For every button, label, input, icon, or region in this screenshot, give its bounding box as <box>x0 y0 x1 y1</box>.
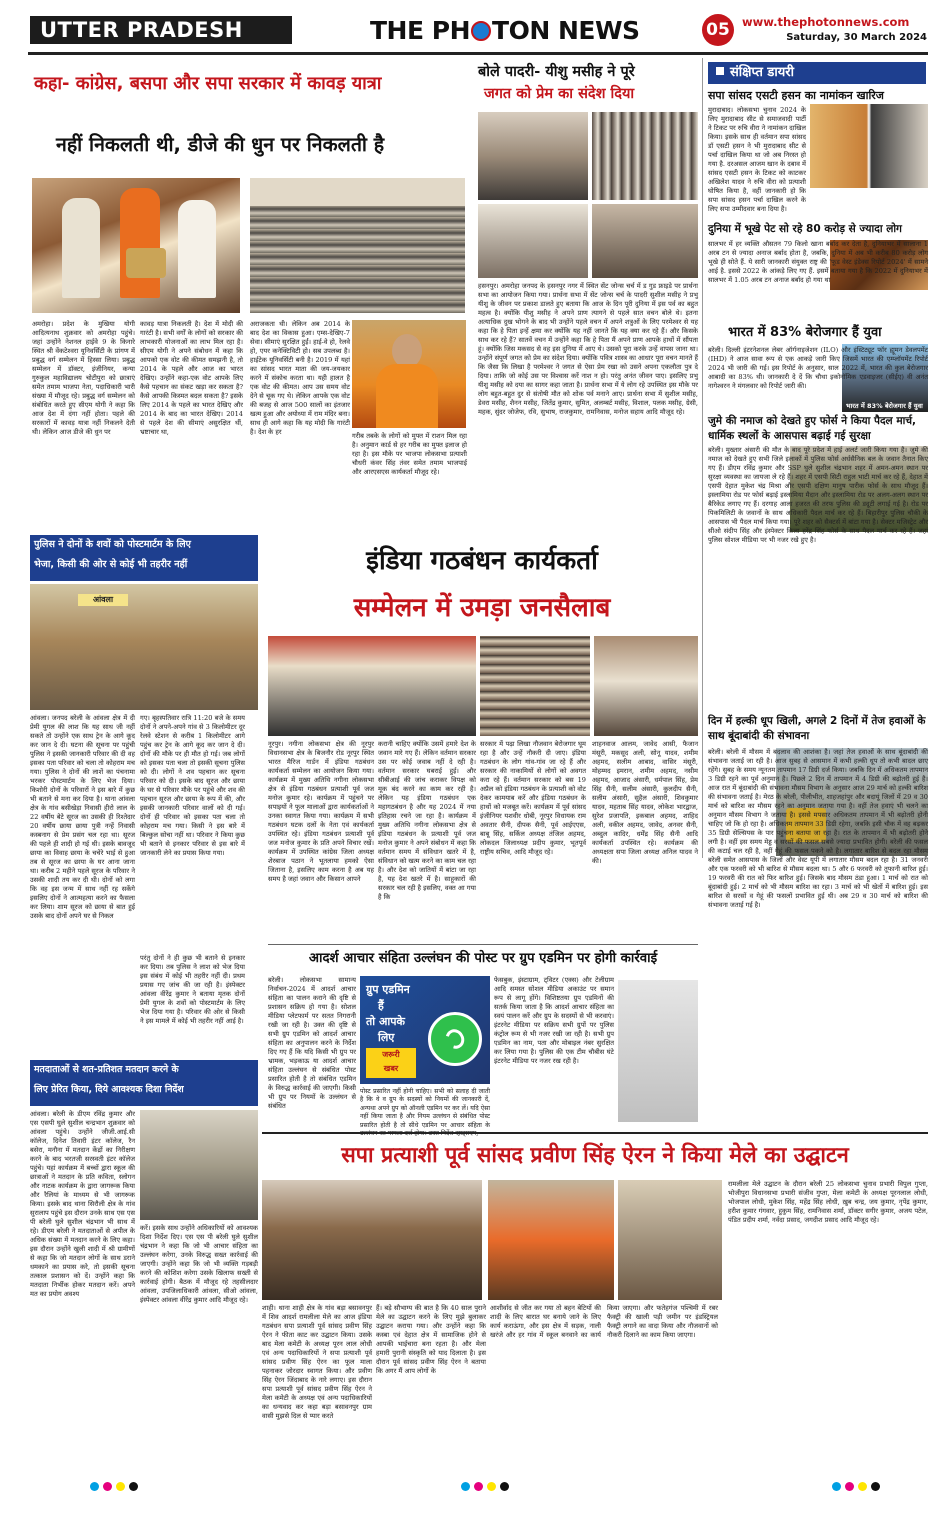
postmortem-photo <box>30 584 258 710</box>
fair-top-rule <box>262 1132 928 1134</box>
lead-col-3: अराजकता थी। लेकिन अब 2014 के बाद देश का विकास हुआ। एम्स-देखिए-7 सेवा। सीमाएं सुरक्षित हुईं। हाई-वे हो, रेलवे हो, एयर कनेक्टिविटी हो। सब उपलब्ध है। हाईटेक यूनिवर्सिटी बनी है। 2019 में यहां का सांसद भारत माता की जय-जयकार करने में संकोच करता था। यही हालत है एक वोट की कीमत। आप उस समय वोट देने से चूक गए थे। लेकिन आपके एक वोट की बजह से आज 500 सालों का इंतजार खत्म हुआ और अयोध्या में राम मंदिर बना। साथ ही आगे कहा कि यह मोदी कि गारंटी है। देश के हर <box>250 320 350 436</box>
fair-photo-1 <box>262 1180 482 1300</box>
page-number-badge <box>702 14 734 46</box>
voting-headline-2: लिए प्रेरित किया, दिये आवश्यक दिशा निर्देश <box>34 1084 184 1095</box>
whatsapp-graphic-line2: हैं <box>378 999 384 1012</box>
diary-item2-title: दुनिया में भूखे पेट सो रहे 80 करोड़ से ज्यादा लोग <box>708 223 902 235</box>
diary-item1-photo <box>810 104 928 188</box>
whatsapp-graphic-line4: लिए <box>378 1031 395 1044</box>
page-number: 05 <box>706 20 730 40</box>
india-headline-1: इंडिया गठबंधन कार्यकर्ता <box>366 546 598 576</box>
fair-col-3: आशीर्वाद से जीत कर गया तो बहन बेटियों की शादी के लिए बारात घर बनाये जाने के लिए कार्य कराऊंगा, और इस क्षेत्र में सड़क, नाली खरंजे और हर गांव में स्कूल बनवाने का कार्य किया जाएगा। और फतेहगंज पश्चिमी में रबर फैक्ट्री की खाली पड़ी जमीन पर इंडस्ट्रियल फैक्ट्री लगाने का वादा किया और नौजवानों को नौकरी दिलाने का काम किया जाएगा। <box>490 1304 718 1339</box>
voting-headline-box <box>30 1060 258 1106</box>
masthead-title <box>370 14 640 48</box>
diary-header <box>708 62 926 84</box>
whatsapp-graphic <box>360 976 490 1084</box>
whatsapp-graphic-line1: ग्रुप एडमिन <box>366 983 410 996</box>
fair-photo-3 <box>618 1180 722 1300</box>
fair-photo-2 <box>488 1180 614 1300</box>
voting-col-1: आंवला। बरेली के डीएम रविंद्र कुमार और एस एसपी घुले सुशील चन्द्रभान शुक्रवार को आंवला पहुंचे। उन्होंने जीजी.आई.सी कॉलेज, दिनेश तिवारी इंटर कॉलेज, रैन बसेरा, मनौना में मतदान केंद्रों का निरीक्षण करने के बाद भरतजी सरस्वती इंटर कॉलेज पहुंचे। यहां कार्यक्रम में बच्चों द्वारा स्कूल की छात्राओं ने मतदान के प्रति कविता, स्लोगन और नाटक कार्यक्रम के द्वारा जागरूक किया और रैलियां के माध्यम से भी जागरूक किया। इसके बाद थाना सिरौली क्षेत्र के गांव सुरालाप पहुंचे इस दौरान उनके साथ एस एस पी बरेली घुले सुशील चंद्रभान भी साथ में रहे। डीएम बरेली ने मतदाताओं से अपील के अधिक संख्या में मतदान करने के लिए कहा। इस दौरान उन्होंने खुली शादी में श्री ग्रामीणों से कहा कि जो मतदान लोगों के साथ डराने धमकाने का प्रयास करे, तो इसकी सूचना तत्काल प्रशासन को दें। उन्होंने कहा कि मतदाता निर्भीक होकर मतदान करें। अपने मत का प्रयोग अवश्य <box>30 1110 135 1298</box>
diary-item3-body: बरेली। दिल्ली इंटरनेशनल लेबर ऑर्गनाइजेशन (ILO) और इंस्टिट्यूट फॉर ह्यूमन डेवलपमेंट (IHD) ने आज सावा रूप से एक आकड़े जारी किए जिसमें भारत की एम्प्लॉयमेंट रिपोर्ट 2024 भी जारी की गई। इस रिपोर्ट के अनुसार, साल 2022 में, भारत की कुल बेरोजगार आबादी का 83% थी। जानकारी दे दें कि चौथा इकोनॉमिक एडवाइजर (सीईए) वी अनंत नागेश्वरन ने मंगलवार को रिपोर्ट जारी की। <box>708 346 928 390</box>
postmortem-col-2: गए। बृहस्पतिवार रात्रि 11:20 बजे के समय दोनों ने अपने-अपने गांव से 3 किलोमीटर दूर रेलवे स्टेशन से करीब 1 किलोमीटर आगे पहुंच कर ट्रेन के आगे कूद कर जान दे दी। दोनों की मौके पर ही मौत हो गई। जब लोगों को इसका पता चला तो इसकी सूचना पुलिस को दी। लोगों ने शव पहचान कर सूचना परिवार को दी। इसके बाद सूरज और छाया के घर से परिवार मौके पर पहुंचे और शव की पहचान सूरज और छाया के रूप में की, और इसकी जानकारी परिवार वालों को दी गई। दोनों ही परिवार को इसका पता चला तो कोहराम मच गया। किसी ने इस बारे में बिल्कुल सोचा नहीं था। परिवार ने किया कुछ भी बताने से इनकार परिवार से इस बारे में जानकारी लेने का प्रयास किया गया। <box>140 714 245 857</box>
registration-marks <box>90 1480 880 1492</box>
diary-item3-photo-caption: भारत में 83% बेरोजगार हैं युवा <box>846 402 923 410</box>
whatsapp-badge-line1: जरूरी <box>382 1050 400 1059</box>
india-col-3: सरकार में पढ़ा लिखा नौजवान बेरोजगार घूम रहा है और उन्हें नौकरी दी जाए। इंडिया गठबंधन के लोग गांव-गांव जा रहे हैं और सरकार की नाकामियों से लोगों को अवगत करा रहे हैं। वर्तमान सरकार को बस 19 अप्रैल को इंडिया गठबंधन के प्रत्याशी को वोट देकर कामयाब करें और इंडिया गठबंधन के हाथों को मजबूत करें। कार्यक्रम में पूर्व सांसद इंजीनियर यशवीर धोबी, नूरपुर विधायक राम अवतार सैनी, दीपक सैनी, पूर्व आईएएस, बाबू सिंह, सर्किल अध्यक्ष तंजिल अहमद, लोकदल जिलाध्यक्ष प्रदीप कुमार, भूतपूर्व राष्ट्रीय सचिव, आदि मौजूद रहे। <box>480 740 586 856</box>
fair-col-1: शाही। थाना शाही क्षेत्र के गांव बड़ा बसावनपुर में शिव आदर्श रामलीला मेले का आज इंडिया गठबंधन सपा प्रत्याशी पूर्व सांसद प्रवीण सिंह ऐरन ने फीता काट कर उद्घाटन किया। उसके बाद मेला कमेटी के अध्यक्ष पूरन लाल लोधी एवं अन्य पदाधिकारियों ने सपा प्रत्याशी पूर्व सांसद प्रवीण सिंह ऐरन का फूल माला पहनाकर जोरदार स्वागत किया। और प्रवीण सिंह ऐरन जिंदाबाद के नारे लगाए। इस दौरान सपा प्रत्याशी पूर्व सांसद प्रवीण सिंह ऐरन ने मेला कमेटी के अध्यक्ष एवं अन्य पदाधिकारियों का धन्यवाद कर कहा बड़ा बसावनपुर ग्राम वासी मुझसे दिल से प्यार करते <box>262 1304 372 1420</box>
church-photo-1 <box>478 112 588 200</box>
station-sign-text: आंवला <box>92 595 114 604</box>
diary-item1-title: सपा सांसद एसटी हसन का नामांकन खारिज <box>708 89 884 102</box>
postmortem-headline-1: पुलिस ने दोनों के शवों को पोस्टमार्टम के लिए <box>34 539 191 550</box>
whatsapp-logo-icon <box>428 1012 482 1066</box>
lead-col-1: अमरोहा। प्रदेश के मुखिया योगी आदित्यनाथ शुक्रवार को अमरोहा पहुंचे। जहां उन्होंने नेशनल हाईवे 9 के किनारे स्थित श्री वेंकटेश्वरा यूनिवर्सिटी के प्रांगण में प्रबुद्ध वर्ग सम्मेलन में हिस्सा लिया। प्रबुद्ध सम्मेलन में डॉक्टर, इंजीनियर, कन्या गुरुकुल महाविद्यालय चोटीपुरा को छात्राएं समेत तमाम भाजपा नेता, पदाधिकारी भारी संख्या में मौजूद रहे। प्रबुद्ध वर्ग सम्मेलन को संबोधित करते हुए सीएम योगी ने कहा कि आज देश में दंगा नहीं होता। पहले की सरकारों में कावड़ यात्रा नहीं निकलने देती थी। लेकिन आज डीजे की धुन पर <box>32 320 135 436</box>
postmortem-col-3: परंतु दोनों ने ही कुछ भी बताने से इनकार कर दिया। तब पुलिस ने लाश को भेज दिया इस संबंध में कोई भी तहरीर नहीं दी। प्रथम प्रयास गए जांच की जा रही है। इंस्पेक्टर आंवला वीरेंद्र कुमार ने बताया मृतक दोनों प्रेमी युगल के शवों को पोस्टमार्टम के लिए भेज दिया गया है। परिवार की ओर से किसी ने इस मामले में कोई भी तहरीर नहीं आई है। <box>140 954 245 1025</box>
whatsapp-side-photo <box>618 980 698 1122</box>
india-photo-2 <box>480 636 590 736</box>
india-col-2: करानी चाहिए क्योंकि उसमें हमारे देश के जवान मारे गए हैं। लेकिन वर्तमान सरकार उस पर कोई जवाब नहीं दे रही है। वर्तमान सरकार घबराई हुई। और सीबीआई की जांच कराकर विपक्ष को मूक बंद करने का काम कर रही है। लेकिन यह इंडिया गठबंधन एक महागठबंधन है और यह 2024 में नया इतिहास रचने जा रहा है। कार्यक्रम में मुख्य अतिथि नगीना लोकसभा क्षेत्र से इंडिया गठबंधन के प्रत्याशी पूर्व जज मनोज कुमार ने अपने संबोधन में कहा कि वर्तमान समय में संविधान खतरे में है, संविधान को खत्म करने का काम चल रहा है। और देश को जातियों में बांटा जा रहा है, यह देश खतरे में है। साहूकारों की सरकार चल रही है इसलिए, वक्त आ गया है कि <box>378 740 476 901</box>
church-photo-4 <box>592 204 698 278</box>
whatsapp-top-rule <box>268 944 698 945</box>
diary-header-text: संक्षिप्त डायरी <box>730 65 794 80</box>
website[interactable]: www.thephotonnews.com <box>742 15 910 29</box>
postmortem-headline-box <box>30 535 258 581</box>
voting-photo <box>140 1110 258 1220</box>
diary-item4-body: बरेली। मुख्तार अंसारी की मौत के बाद पूरे प्रदेश में हाई अलर्ट जारी किया गया है। जुमे की नमाज को देखते हुए सभी जिले इलाकों में पुलिस फोर्स अर्धसैनिक बल के जवान तैनात किए गए हैं। डीएम रविंद्र कुमार और SSP घुले सुशील चंद्रभान शहर में अमन-अमन स्थान पर सुरक्षा व्यवस्था का जायजा ले रहे हैं। शहर में एसपी सिटी राहुल भाटी मार्च कर रहे हैं, देहात में एसपी देहात मुकेश चंद्र मिश्रा और एसपी दक्षिण मानुष पारीक फोर्स के साथ मौजूद हैं। इस्लामिया रोड पर फोर्स बढ़ाई इस्लामिया मैदान और इस्लामिया रोड पर अलग-अलग स्थान पर बैरिकेड लगाए गए हैं। दरगाह आला हजरत की तरफ पुलिस की ड्यूटी लगाई गई है। रोड पर पिकमिलिटी के जवानों के साथ अधिकारी पैदल मार्च कर रहे हैं। बिहारीपुर पुलिस चौकी के आसपास भी पैदल मार्च किया गया। पूरे शहर को सैक्टर्स में बांटा गया है। सेक्टर मजिस्ट्रेट और सीओ संदीप सिंह और इंस्पेक्टर किला हरेंद्र सिंह फोर्स के साथ पैदल मार्च कर रहे हैं। जहां पुलिस सोशल मीडिया पर भी नजर रखे हुए है। <box>708 446 928 544</box>
lead-photo-yogi <box>352 320 466 428</box>
diary-item5-body: बरेली। बरेली में मौसम में बदलाव की आशंका है। जहां तेज हवाओं के साथ बूंदाबांदी की संभावना जताई जा रही है। आज सुबह से आसमान में कभी हल्की धूप तो कभी बादल छाए रहेंगे। सुबह के समय न्यूनतम तापमान 17 डिग्री दर्ज किया। जबकि दिन में अधिकतम तापमान 3 डिग्री रहने का पूर्व अनुमान है। पिछले 2 दिन में तापमान में 4 डिग्री की बढ़ोतरी हुई है। आज रात में बूंदाबांदी की संभावना मौसम विभाग के अनुसार आज 29 मार्च को हल्की बारिश की संभावना जताई है। मेरठ के बरेली, पीलीभीत, शाहजहांपुर और बदायूं जिलों में 29 व 30 मार्च को बारिश का मौसम रहने का अनुमान जताया गया है। वहीं तेज हवाएं भी चलने का अनुमान मौसम विभाग ने जताया है। इससे मपसार अधिकतम तापमान में भी बढ़ोतरी होनी चाहिए जो कि हो रहा है। अधिकतम तापमान 33 डिग्री रहेगा, जबकि इसी चौक में वह बढ़कर 35 डिग्री सेल्सियस के पार पहुंचना बताया जा रहा है। रात के तापमान में भी बढ़ोतरी होने लगी है। वहीं इस समय मेड्ड व सरसों की फसल सबसे ज्यादा प्रभावित होगी। बरेली की फसल की कटाई चल रही है, वहीं गेहूं की फसल पकने को है। लगातार बारिश से बदल रहा मौसम बरेली समेत आसपास के जिलों और वेस्ट यूपी में लगातार मौसम बदल रहा है। 31 जनवरी और एक फरवरी को भी बारिश से मौसम बदला था। 5 और 6 फरवरी को तूफानी बारिश हुई। 19 फरवरी की रात को फिर बारिश हुई। जिसके बाद मौसम ठंडा हुआ। 1 मार्च को रात को बूंदाबांदी हुई। 2 मार्च को भी मौसम बारिश का रहा। 3 मार्च को भी खेतों में बारिश हुई। इस बारिश से सरसों व गेहूं की फसलों प्रभावित हुई थी। अब 29 व 30 मार्च को बारिश की संभावना जताई गई है। <box>708 748 928 909</box>
whatsapp-col-3: फेसबुक, इंस्टाग्राम, ट्विटर (एक्स) और टेलीग्राम आदि समस्त सोशल मीडिया अकाउंट पर समान रूप से लागू होंगे। विशिष्टतया ग्रुप एडमिनों की सतर्क किया जाता है कि आदर्श आचार संहिता का स्वयं पालन करें और ग्रुप के सदस्यों से भी करवाएं। इंटरनेट मीडिया पर सक्रिय सभी ग्रुपों पर पुलिस कंट्रोल रूम से भी नजर रखी जा रही है। सभी ग्रुप एडमिन का नाम, पता और मोबाइल नंबर सुरक्षित कर लिया गया है। पुलिस की एक टीम चौबीस घंटे इंटरनेट मीडिया पर नजर रख रही है। <box>494 976 614 1065</box>
church-photo-2 <box>592 112 698 200</box>
diary-item5-title: दिन में हल्की धूप खिली, अगले 2 दिनों में तेज हवाओं के साथ बूंदाबांदी की संभावना <box>708 715 926 742</box>
lead-photo-1 <box>32 178 240 313</box>
fair-col-4: रामलीला मेले उद्घाटन के दौरान बरेली 25 लोकसभा चुनाव प्रभारी विपुल गुप्ता, भोजीपुरा विधानसभा प्रभारी संजीव गुप्ता, मेला कमेटी के अध्यक्ष पूरनलाल लोधी, भोजपाल लोधी, मुकेश सिंह, महेंद्र सिंह लोधी, ख़ुब चन्द्र, जय कुमार, नृपेंद्र कुमार, हरीश कुमार गंगवार, हुकुम सिंह, रामनिवास शर्मा, डॉक्टर सगीर कुमार, अजय पटेल, पंडित प्रदीप शर्मा, नर्वदा प्रसाद, जगदीश प्रसाद आदि मौजूद रहे। <box>728 1180 928 1224</box>
voting-col-2: करें। इसके साथ उन्होंने अधिकारियों को आवश्यक दिशा निर्देश दिए। एस एस पी बरेली घुले सुशील चंद्रभान ने कहा कि जो भी आचार संहिता का उल्लंघन करेगा, उनके विरुद्ध सख्त कार्रवाई की जाएगी। उन्होंने कहा कि जो भी व्यक्ति गड़बड़ी करने की कोशिश करेगा उसके खिलाफ सख्ती से कार्रवाई होगी। बैठक में मौजूद रहे तहसीलदार आंवला, उपजिलाधिकारी आंवला, सीओ आंवला, इंस्पेक्टर आंवला वीरेंद्र कुमार आदि मौजूद रहे। <box>140 1224 258 1304</box>
india-photo-1 <box>268 636 476 736</box>
diary-header-marker-icon <box>716 67 724 75</box>
section-name: UTTER PRADESH <box>40 18 243 42</box>
whatsapp-col-2: पोस्ट प्रसारित नहीं होनी चाहिए। सभी को सलाह दी जाती है कि वे व ग्रुप के सदस्यों को नियमों की जानकारी दें, अन्यथा अपने ग्रुप को ऑनली एडमिन पर कर लें। यदि ऐसा नहीं किया जाता है और नियम उल्लंघन से संबंधित पोस्ट प्रसारित होती है तो सीधे एडमिन पर आचार संहिता के <box>360 1088 490 1129</box>
diary-item2-body: सालभर में हर व्यक्ति औसतन 79 किलो खाना बर्बाद कर देता है, दुनियाभर में सालाना 1 अरब टन से ज्यादा अनाज बर्बाद होता है, जबकि, दुनिया में अब भी करीब 80 करोड़ लोग भूखे ही सोते हैं. ये सारी जानकारी संयुक्त राष्ट्र की 'फूड वेस्ट इंडेक्स रिपोर्ट 2024' में सामने आई है. इससे 2022 के आंकड़े लिए गए हैं. इसमें बताया गया है कि 2022 में दुनियाभर में सालभर में 1.05 अरब टन अनाज बर्बाद हो गया था <box>708 240 928 284</box>
fair-headline: सपा प्रत्याशी पूर्व सांसद प्रवीण सिंह ऐरन ने किया मेले का उद्घाटन <box>341 1143 849 1168</box>
diary-divider <box>702 58 703 858</box>
voting-headline-1: मतदाताओं से शत-प्रतिशत मतदान करने के <box>34 1064 179 1075</box>
church-photo-3 <box>478 204 588 278</box>
church-headline-1: बोले पादरी- यीशु मसीह ने पूरे <box>478 64 635 80</box>
lead-col-2: कावड़ यात्रा निकलती है। देश में मोदी की गारंटी है। सभी वर्गों के लोगों को सरकार की लाभकारी योजनाओं का लाभ मिल रहा है। सीएम योगी ने अपने संबोधन में कहा कि आपको एक वोट की कीमत समझनी है, तो 2014 के पहले और आज का भारत देखिए। उन्होंने कहा-एक वोट आपके लिए कैसे पहचान का संकट खड़ा कर सकता है? कैसे आपकी किस्मत बदल सकता है? इसके लिए 2014 के पहले का भारत देखिए और 2014 के बाद का भारत देखिए। 2014 से पहले देश की सीमाएं असुरक्षित थीं, भ्रष्टाचार था, <box>140 320 243 436</box>
lead-headline-1: कहा- कांग्रेस, बसपा और सपा सरकार में कावड़ यात्रा <box>34 73 382 94</box>
station-sign <box>78 594 128 606</box>
whatsapp-headline: आदर्श आचार संहिता उल्लंघन की पोस्ट पर ग्रुप एडमिन पर होगी कार्रवाई <box>308 951 658 966</box>
diary-item1-body: मुरादाबाद। लोकसभा चुनाव 2024 के लिए मुरादाबाद सीट से समाजवादी पार्टी ने टिकट पर रुचि वीरा ने नामांकन दाखिल किया। इसके साथ ही वर्तमान सपा सांसद डॉ एसटी हसन ने भी मुरादाबाद सीट से पर्चा दाखिल किया था जो अब निरस्त हो गया है. दरअसल आजम खान के दबाव में सांसद एसटी हसन के टिकट को काटकर अखिलेश यादव ने रुचि वीरा को प्रत्याशी घोषित किया है, वहीं जानकारी हो कि सपा सांसद हसन पर्चा दाखिल करने के लिए सपा उम्मीदवार बना दिया है। <box>708 106 806 213</box>
masthead-title-left: THE PH <box>370 16 471 45</box>
india-headline-2: सम्मेलन में उमड़ा जनसैलाब <box>353 593 611 623</box>
church-body: हसनपुर। अमरोहा जनपद के हसनपुर नगर में स्थित सेंट जोन्स चर्च में ड गुड फ्राइडे पर प्रार्थना सभा का आयोजन किया गया। प्रार्थना सभा में सेंट जोन्स चर्च के पादरी सुशील मसीह ने प्रभु यीशु के जीवन पर प्रकाश डालते हुए बताया कि आज के दिन पूरी दुनिया में इस पर्व का बहुत महत्व है। क्योंकि यीशु मसीह ने अपने प्राण त्यागने से पहले सात वचन बोले थे। इतना अत्याधिक दुख भोगने के बाद भी उन्होंने पहले वचन में अपने शत्रुओं के लिए परमेश्वर से यह कहा कि हे पिता इन्हें क्षमा कर क्योंकि यह नहीं जानते कि यह क्या कर रहे हैं। और किसके साथ कर रहे हैं? सातवें वचन में उन्होंने कहा कि हे पिता मैं अपने प्राण आपके हाथों में सौंपता हूं। क्योंकि जिस मकसद से वह इस दुनिया में आए थे। उसको पूरा करके उन्हें वापस जाना था। उन्होंने संपूर्ण जगत को प्रेम का संदेश दिया। क्योंकि पवित्र शास्त्र का आधार पूरा वचन मानते हैं कि जैसा कि लिखा है परमेश्वर ने जगत से ऐसा प्रेम रखा को उसने अपना एकलौता पुत्र दे दिया। ताकि जो कोई उस पर विश्वास करें नाश न हो। परंतु अनंत जीवन पाए। इसलिए प्रभु यीशु मसीह को दया का सागर कहा जाता है। प्रार्थना सभा में ये लोग रहे उपस्थित इस मौके पर लोग बहुत-बहुत दुर से संतोषी मौत को शोक पर्व मनाने आए। प्रार्थना सभा में सुशील मसीह, डेवरा मसीह, शैनन मसीह, जितेंद्र कुमार, सुमित, अलम्बर्ट मसीह, विशाल, पलक मसीह, ग्रेसी, महक, सुंदर जोजेफ, रवि, सुभाष, राजकुमार, रामनिवास, मनोज सहाय आदि मौजूद रहे। <box>478 282 698 416</box>
church-headline-2: जगत को प्रेम का संदेश दिया <box>484 86 635 102</box>
diary-item4-title: जुमे की नमाज को देखते हुए फोर्स ने किया पैदल मार्च, धार्मिक स्थलों के आसपास बढ़ाई गई सुरक्षा <box>708 415 916 442</box>
section-banner <box>30 16 292 44</box>
postmortem-col-1: आंवला। जनपद बरेली के आंवला क्षेत्र में दी प्रेमी युगल की लाश कि यह साथ जी नहीं सकते तो उन्होंने एक साथ ट्रेन के आगे कूद कर जान दे दी। घटना की सूचना पर पहुंची पुलिस ने इसकी जानकारी परिवार की दी वह इसका पता परिवार को चला तो कोहराम मच गया। पुलिस ने दोनों की लाशें का पंचनामा भरकर पोस्टमार्टम के लिए भेज दिया। किशोरी दोनों के परिवारों ने इस बारे में कुछ भी बताने से मना कर दिया है। थाना आंवला क्षेत्र के गांव बसीखेड़ा निवासी हीरो लाल के 22 वर्षीय बेटे सूरज का उसकी ही रिश्तेदार 20 वर्षीय छाया छाया पुत्री नन्हें निवासी कस्बनाग से प्रेम प्रसंग चल रहा था। सूरज की पहले ही शादी हो गई थी। इसके बावजूद छाया का विवाह छाया के चचेरे भाई से हुआ तब से सूरज का छाया के घर आना जाना था। करीब 2 महीने पहले सूरज के परिवार ने उसकी शादी तय कर दी थी। दोनों को लगा कि वह इस जन्म में साथ नहीं रह सकेंगे इसलिए दोनों ने आत्महत्या करने का फैसला कर लिया। शाम सूरज को छाया से बात हुई उसके बाद दोनों अपने घर से निकल <box>30 714 135 920</box>
whatsapp-badge <box>366 1048 416 1078</box>
fair-col-2: हैं। बड़े सौभाग्य की बात है कि 40 साल पुराने मेले का उद्घाटन करने के लिए मुझे बुलाकर उद्घाटन कराया गया। और उन्होंने कहा कि कस्बा एवं देहात क्षेत्र में सामाजिक होने से आपकी भाईचारा बना रहता है। और मेला हमारी पुरानी संस्कृति को याद दिलाता है। इस दौरान पूर्व सांसद प्रवीण सिंह ऐरन ने बताया कि अगर मैं आप लोगों के <box>376 1304 486 1375</box>
photon-logo-icon <box>471 21 491 41</box>
lead-headline-2: नहीं निकलती थी, डीजे की धुन पर निकलती है <box>56 133 385 156</box>
whatsapp-col-1: बरेली। लोकसभा सामान्य निर्वाचन-2024 में आदर्श आचार संहिता का पालन कराने की दृष्टि से प्रशासन सक्रिय हो गया है। सोशल मीडिया प्लेटफार्म पर सतत निगरानी रखी जा रही है। उक्त की दृष्टि से सभी ग्रुप एडमिन को आदर्श आचार संहिता का अनुपालन करने के निर्देश दिए गए हैं कि यदि किसी भी ग्रुप पर भ्रामक, भड़काऊ या आदर्श आचार संहिता उल्लंघन से संबंधित पोस्ट प्रसारित होती है तो संबंधित एडमिन के विरुद्ध कार्रवाई की जाएगी। किसी भी ग्रुप पर नियमों के उल्लंघन से संबंधित <box>268 976 356 1110</box>
india-photo-3 <box>594 636 698 736</box>
issue-date: Saturday, 30 March 2024 <box>786 32 927 43</box>
postmortem-headline-2: भेजा, किसी की ओर से कोई भी तहरीर नहीं <box>34 559 188 570</box>
masthead-title-right: TON NEWS <box>492 16 640 45</box>
lead-photo-2 <box>250 178 465 313</box>
lead-col-4: गरीब तबके के लोगों को मुफ्त में राशन मिल रहा है। अनुमान कार्ड से हर गरीब का मुफ्त इलाज हो रहा है। इस मौके पर भाजपा लोकसभा प्रत्याशी चौधरी कंवर सिंह तंवर समेत तमाम भाजपाई और आरएसएस कार्यकर्ता मौजूद रहे। <box>352 432 467 476</box>
diary-item3-title: भारत में 83% बेरोजगार हैं युवा <box>728 325 882 340</box>
whatsapp-badge-line2: खबर <box>383 1064 399 1073</box>
masthead-rule <box>28 52 928 55</box>
whatsapp-graphic-line3: तो आपके <box>366 1015 405 1028</box>
india-col-4: शाहनवाज आलम, जावेद आसी, फैजान मंसूरी, मकसूद अली, सोनू यादव, शमीम अहमद, सलीम आबाद, वासिर मंसूरी, मोहम्मद इमरान, शमीम अहमद, नसीम अहमद, आजाद अंसारी, धर्मपाल सिंह, प्रेम सिंह सैनी, सलीम अंसारी, कुलदीप सैनी, सलीम अंसारी, सुहैल अंसारी, शिवकुमार यादव, महताब सिंह यादव, लोकेश भारद्वाज, सुरेश प्रजापति, इकबाल अहमद, शाहिद अली, वकील अहमद, जावेद, अनवर सैनी, अब्दुल कादिर, धर्मेंद्र सिंह सैनी आदि कार्यकर्ता उपस्थित रहे। कार्यक्रम की अध्यक्षता सपा जिला अध्यक्ष अनिल यादव ने की। <box>592 740 698 865</box>
india-col-1: नूरपुर। नगीना लोकसभा क्षेत्र की नूरपुर विधानसभा क्षेत्र के बिजनौर रोड नूरपुर स्थित भारत मैरिज गार्डन में इंडिया गठबंधन कार्यकर्ता सम्मेलन का आयोजन किया गया। कार्यक्रम में मुख्य अतिथि नगीना लोकसभा क्षेत्र से इंडिया गठबंधन प्रत्याशी पूर्व जज मनोज कुमार रहे। कार्यक्रम में पहुंचने पर सपाइयों ने फूल मालाओं द्वारा कार्यकर्ताओं ने उनका स्वागत किया गया। कार्यक्रम में सभी गठबंधन घटक दलों के नेता एवं कार्यकर्ता उपस्थित रहे। इंडिया गठबंधन प्रत्याशी पूर्व जज मनोज कुमार के प्रति अपने विचार रखें। कार्यक्रम में उपस्थित कांग्रेस जिला अध्यक्ष शेरबाज पठान ने भूतलाया हमको ऐसा जिताना है, इसलिए काम करना है अब यह समय है जहां जवान और किसान आपने <box>268 740 374 883</box>
